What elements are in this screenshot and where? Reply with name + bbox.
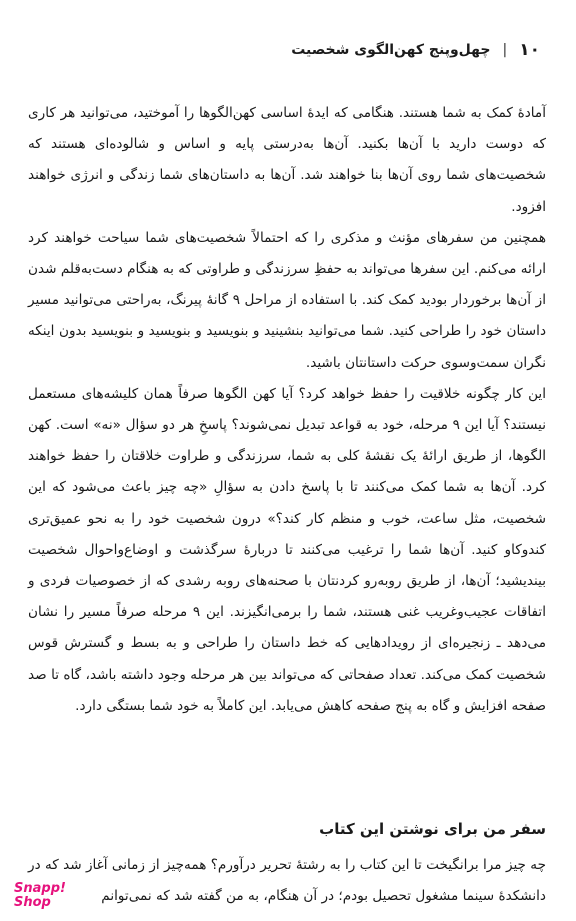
snappshop-watermark-logo <box>8 877 94 915</box>
header-separator: | <box>502 42 508 58</box>
page-number: ۱۰ <box>519 40 540 60</box>
body-text <box>28 98 546 722</box>
section-paragraph: چه چیز مرا برانگیخت تا این کتاب را به رشتهٔ تحریر درآورم؟ همه‌چیز از زمانی آغاز شد که در دانشکدهٔ سینما مشغول تحصیل بودم؛ در آن هنگام، به من گفته شد که نمی‌توانم <box>28 857 546 905</box>
watermark-line-1: Snapp! <box>14 881 66 896</box>
running-header <box>291 40 540 60</box>
paragraph-1: آمادهٔ کمک به شما هستند. هنگامی که ایدهٔ اساسی کهن‌الگوها را آموختید، می‌توانید هر کاری که دوست دارید با آن‌ها بکنید. آن‌ها به‌درستی پایه و اساس و شالوده‌ای هستند که شخصیت‌های شما روی آن‌ها بنا خواهند شد. آن‌ها به داستان‌های شما زندگی و انرژی خواهند افزود. <box>28 105 546 215</box>
paragraph-3: این کار چگونه خلاقیت را حفظ خواهد کرد؟ آیا کهن الگوها صرفاً همان کلیشه‌های مستعمل نیستند؟ آیا این ۹ مرحله، خود به قواعد تبدیل نمی‌شوند؟ پاسخِ هر دو سؤال «نه» است. کهن الگوها، از طریق ارائهٔ یک نقشهٔ کلی به شما، سرزندگی و طراوت خلاقتان را حفظ خواهند کرد. آن‌ها به شما کمک می‌کنند تا با پاسخ دادن به سؤالِ «چه چیز باعث می‌شود که این شخصیت، مثل ساعت، خوب و منظم کار کند؟» درون شخصیت خود را به نحو عمیق‌تری کندوکاو کنید. آن‌ها شما را ترغیب می‌کنند تا دربارهٔ سرگذشت و اوضاع‌واحوال شخصیت بیندیشید؛ آن‌ها، از طریق روبه‌رو کردنتان با صحنه‌های روبه رشدی که از خصوصیات فردی و اتفاقات عجیب‌وغریب غنی هستند، شما را برمی‌انگیزند. این ۹ مرحله صرفاً مسیر را نشان می‌دهد ـ زنجیره‌ای از رویدادهایی که خط داستان را طراحی و به بسط و گسترش قوس شخصیت کمک می‌کند. تعداد صفحاتی که می‌تواند بین هر مرحله وجود داشته باشد، گاه تا صد صفحه افزایش و گاه به پنج صفحه کاهش می‌یابد. این کاملاً به خود شما بستگی دارد. <box>28 385 546 714</box>
section-heading: سفر من برای نوشتن این کتاب <box>319 820 546 838</box>
paragraph-2: همچنین من سفرهای مؤنث و مذکری را که احتمالاً شخصیت‌های شما سیاحت خواهند کرد ارائه می‌کنم. این سفرها می‌تواند به حفظِ سرزندگی و طراوتی که به هنگام دست‌به‌قلم شدن از آن‌ها برخوردار بودید کمک کند. با استفاده از مراحل ۹ گانهٔ پیرنگ، به‌راحتی می‌توانید مسیر داستان خود را طراحی کنید. شما می‌توانید بنشینید و بنویسید و بنویسید و بنویسید بدون اینکه نگران سمت‌وسوی حرکت داستانتان باشید. <box>28 229 546 371</box>
watermark-line-2: Shop <box>14 895 51 910</box>
book-title: چهل‌وپنج کهن‌الگوی شخصیت <box>291 42 491 58</box>
